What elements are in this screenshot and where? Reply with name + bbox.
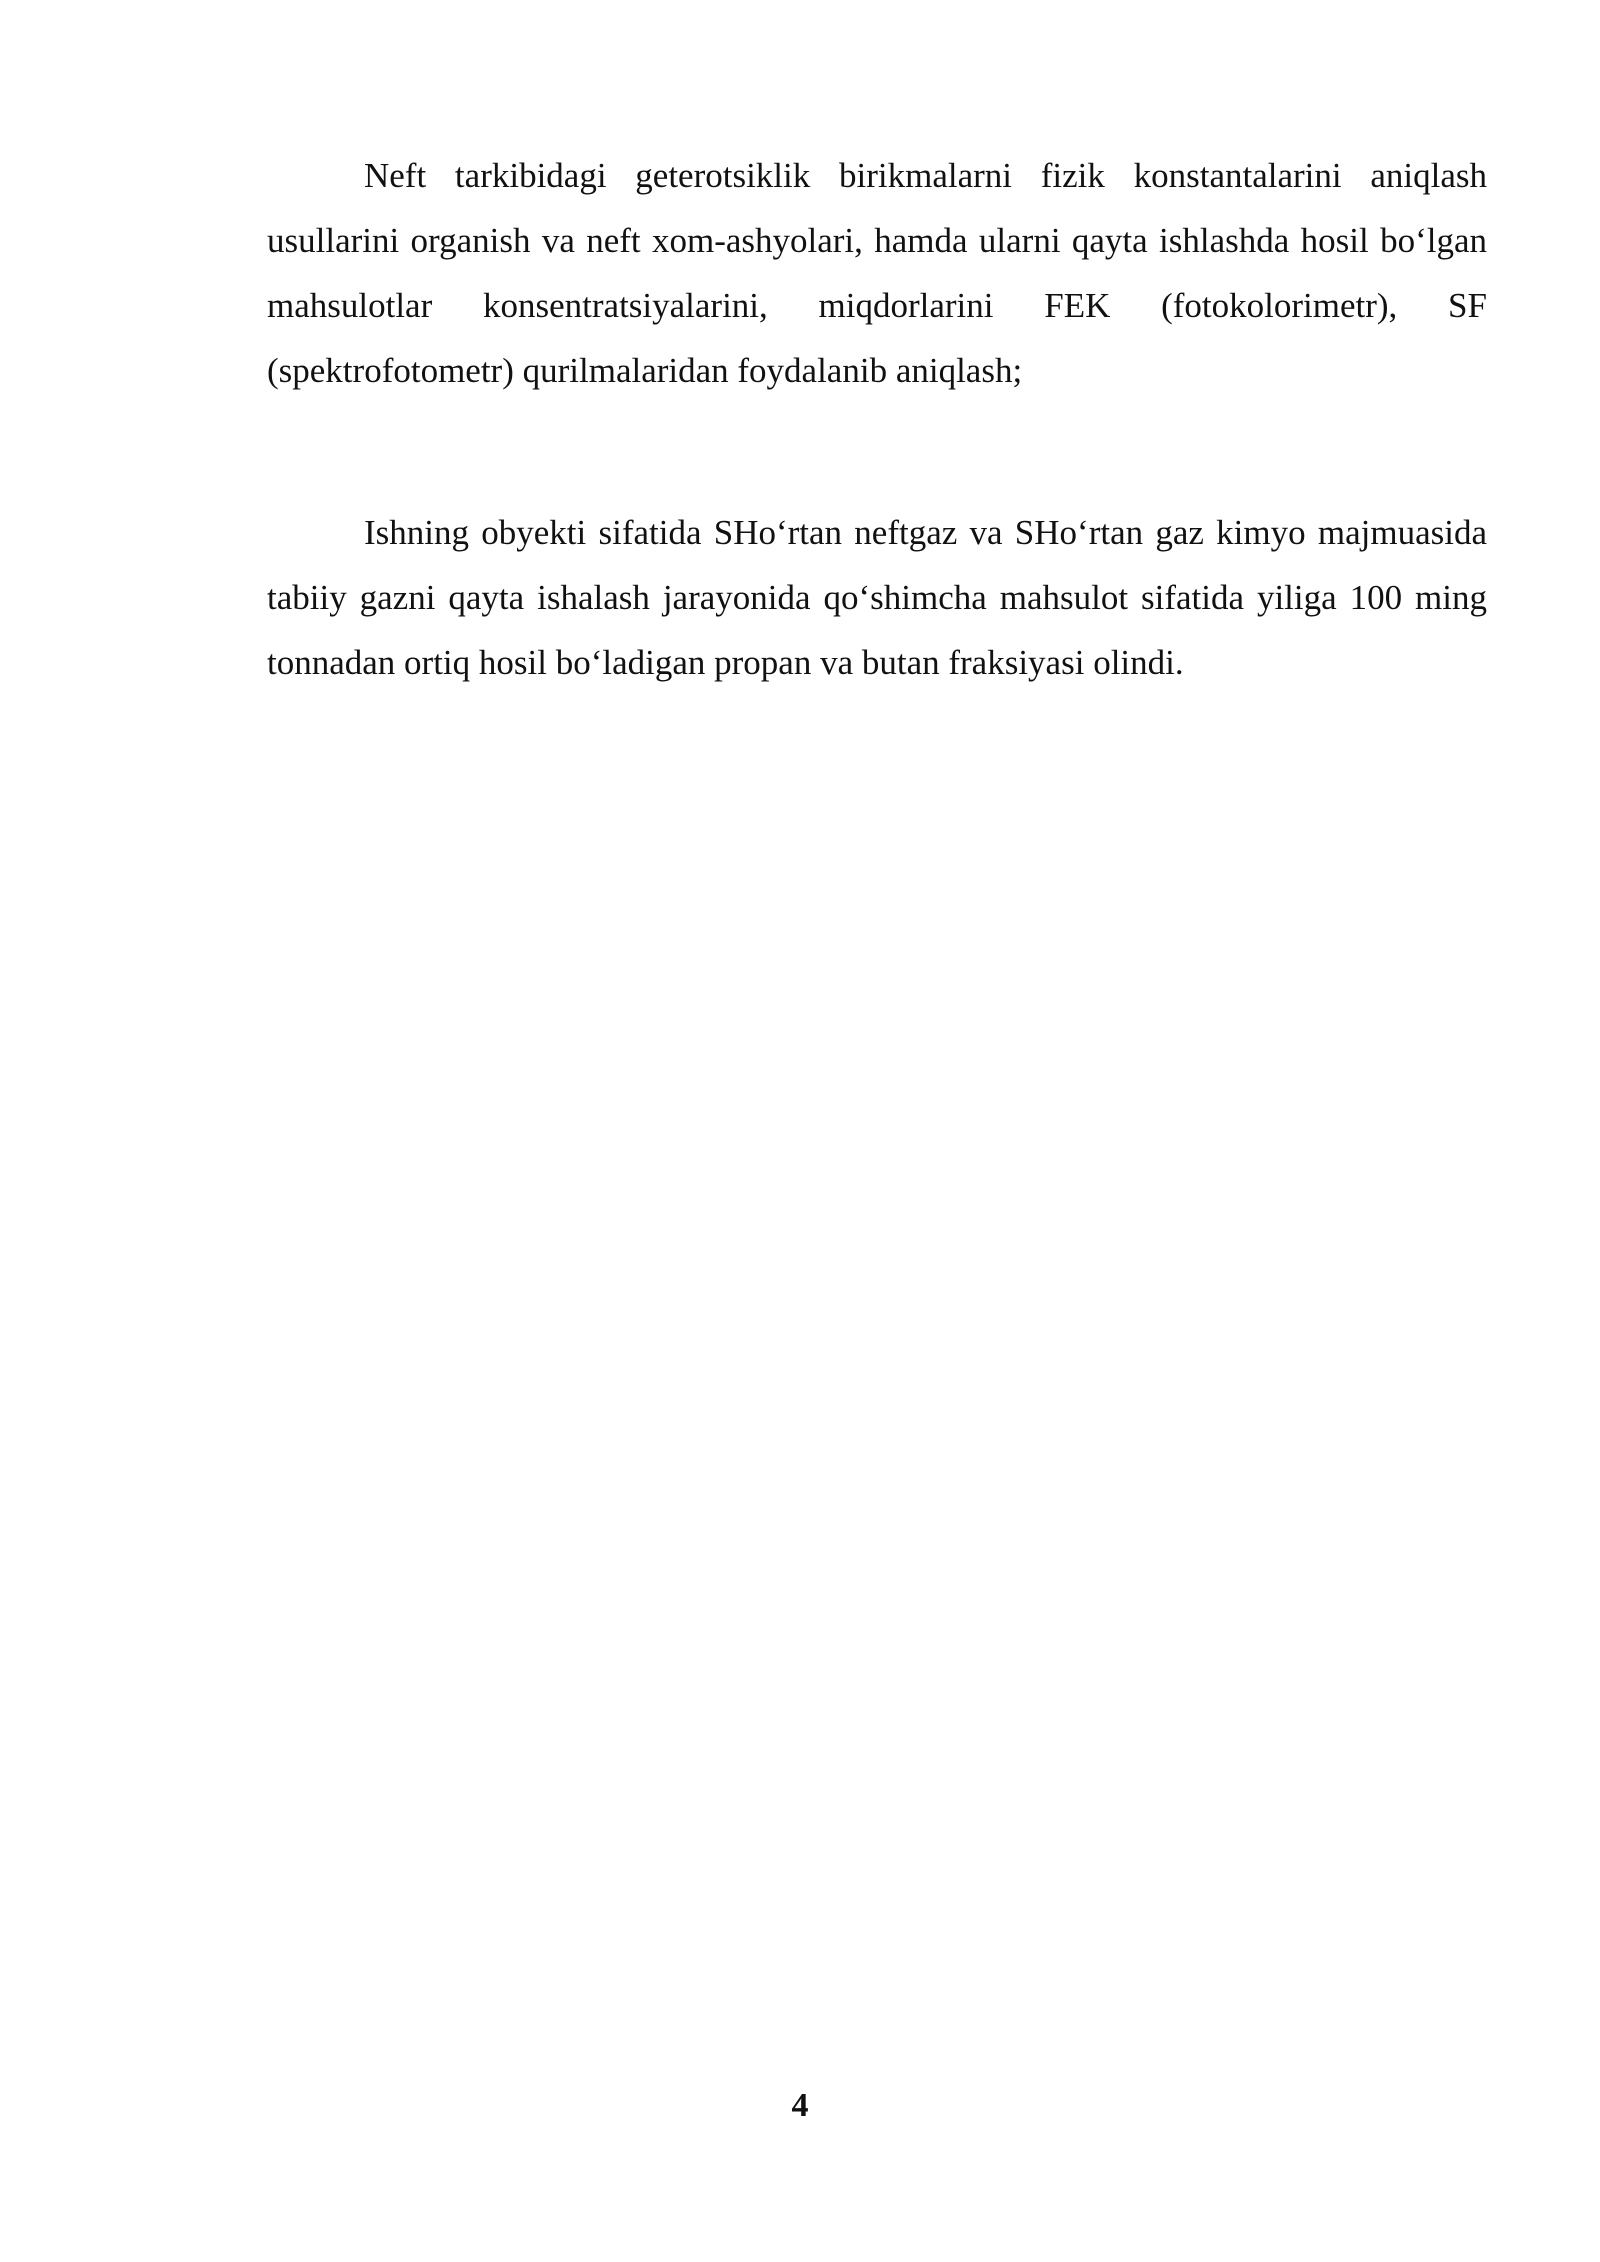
paragraph-object: Ishning obyekti sifatida SHo‘rtan neftgaz va SHo‘rtan gaz kimyo majmuasida tabiiy gazni qayta ishalash jarayonida qo‘shimcha mahsulot sifatida yiliga 100 ming tonnadan ortiq hosil bo‘ladigan propan va butan fraksiyasi olindi. (267, 513, 1487, 682)
paragraph-methods: Neft tarkibidagi geterotsiklik birikmalarni fizik konstantalarini aniqlash usullarini organish va neft xom-ashyolari, hamda ularni qayta ishlashda hosil bo‘lgan mahsulotlar konsentratsiyalarini, miqdorlarini FEK (fotokolorimetr), SF (spektrofotometr) qurilmalaridan foydalanib aniqlash; (267, 156, 1487, 390)
page-number: 4 (791, 2087, 809, 2124)
